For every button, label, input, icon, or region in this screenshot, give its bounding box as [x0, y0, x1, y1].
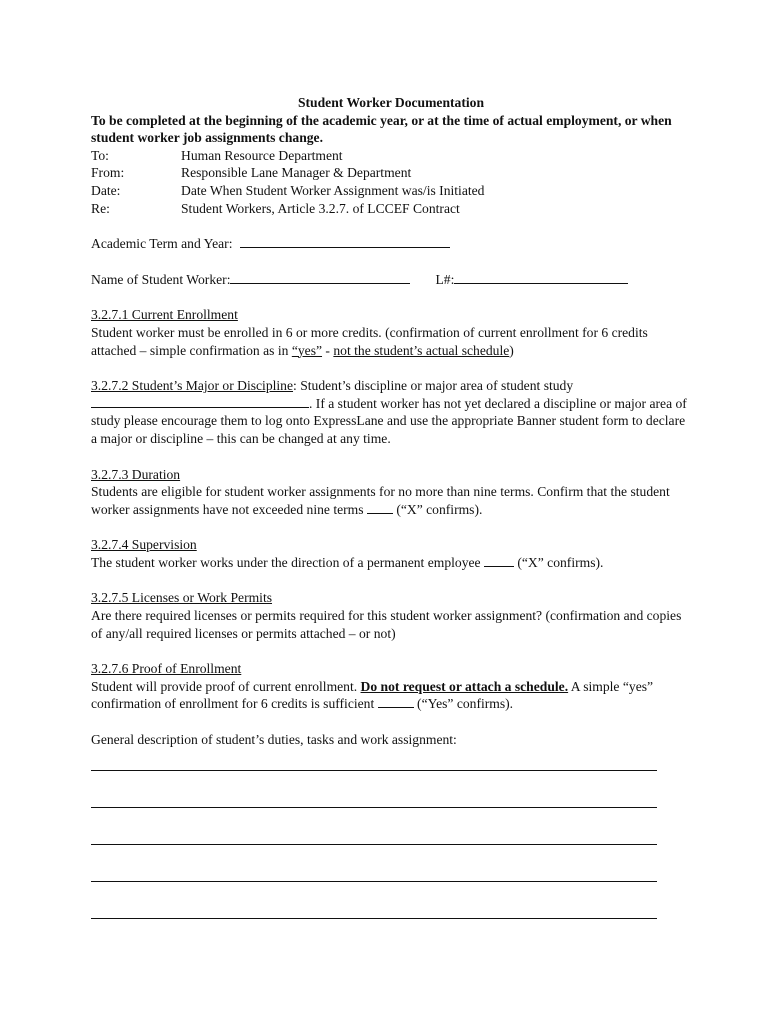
memo-row-to — [91, 147, 691, 165]
section-body-supervision — [91, 554, 691, 572]
section-heading: 3.2.7.6 Proof of Enrollment — [91, 661, 242, 677]
duties-line[interactable] — [91, 806, 657, 808]
document-subtitle: To be completed at the beginning of the academic year, or at the time of actual employment, or when student worker job assignments change. — [91, 112, 672, 146]
memo-label: Date: — [91, 182, 121, 198]
section-heading: 3.2.7.4 Supervision — [91, 537, 197, 553]
memo-row-from — [91, 164, 691, 182]
memo-row-re — [91, 200, 691, 218]
student-name-label: Name of Student Worker: — [91, 271, 231, 287]
proof-confirm-field[interactable] — [378, 695, 414, 708]
document-title: Student Worker Documentation — [297, 95, 485, 110]
section-text: ) — [509, 342, 514, 358]
duties-line[interactable] — [91, 917, 657, 919]
lnum-field[interactable] — [454, 271, 628, 284]
section-text: (“Yes” confirms). — [413, 696, 514, 712]
duties-label: General description of student’s duties, tasks and work assignment: — [91, 732, 457, 748]
duties-lines — [91, 769, 691, 919]
bold-warning-text: Do not request or attach a schedule. — [360, 678, 569, 694]
duties-line[interactable] — [91, 769, 657, 771]
academic-term-row — [91, 235, 691, 253]
section-text: - — [322, 342, 334, 358]
section-body-major — [91, 377, 691, 447]
section-text: : Student’s discipline or major area of student study — [293, 378, 574, 394]
section-text: Student worker must be enrolled in 6 or more credits. (confirmation of current enrollment for 6 credits attached – simple confirmation as in — [91, 324, 648, 358]
section-heading: 3.2.7.5 Licenses or Work Permits — [91, 590, 273, 606]
section-text: . If a student worker has not yet declared a discipline or major area of study please encourage them to log onto ExpressLane and use the appropriate Banner student form to declare a major or discipline – this can be changed at any time. — [91, 395, 687, 446]
section-text: Student will provide proof of current enrollment. — [91, 678, 361, 694]
academic-term-field[interactable] — [240, 235, 450, 248]
student-name-row — [91, 271, 691, 289]
duties-line[interactable] — [91, 843, 657, 845]
supervision-confirm-field[interactable] — [484, 554, 514, 567]
memo-label: To: — [91, 147, 109, 163]
section-body-proof — [91, 678, 691, 713]
memo-value: Responsible Lane Manager & Department — [181, 165, 412, 181]
memo-value: Human Resource Department — [181, 147, 343, 163]
section-body-duration — [91, 483, 691, 518]
memo-label: Re: — [91, 200, 110, 216]
section-text: A simple “yes” confirmation of enrollment for 6 credits is sufficient — [91, 678, 654, 712]
section-text: The student worker works under the direction of a permanent employee — [91, 554, 484, 570]
duration-confirm-field[interactable] — [367, 501, 393, 514]
section-heading: 3.2.7.1 Current Enrollment — [91, 307, 238, 323]
section-heading: 3.2.7.2 Student’s Major or Discipline — [91, 378, 294, 394]
memo-row-date — [91, 182, 691, 200]
section-body-enrollment — [91, 324, 691, 359]
section-text: Students are eligible for student worker assignments for no more than nine terms. Confirm that the student worker assignments have not exceeded nine terms — [91, 484, 670, 517]
major-field[interactable] — [91, 395, 309, 408]
academic-term-label: Academic Term and Year: — [91, 236, 233, 252]
section-heading: 3.2.7.3 Duration — [91, 466, 181, 482]
yes-text: “yes” — [291, 342, 323, 358]
not-schedule-text: not the student’s actual schedule — [333, 342, 510, 358]
memo-value: Date When Student Worker Assignment was/is Initiated — [181, 182, 485, 198]
lnum-label: L#: — [435, 271, 455, 287]
section-text: (“X” confirms). — [513, 554, 604, 570]
memo-header — [91, 147, 691, 217]
document-page — [91, 94, 691, 954]
duties-line[interactable] — [91, 880, 657, 882]
memo-label: From: — [91, 165, 125, 181]
memo-value: Student Workers, Article 3.2.7. of LCCEF Contract — [181, 200, 460, 216]
section-body-licenses: Are there required licenses or permits required for this student worker assignment? (confirmation and copies of any/all required licenses or permits attached – or not) — [91, 608, 682, 641]
section-text: (“X” confirms). — [392, 501, 483, 517]
student-name-field[interactable] — [230, 271, 410, 284]
